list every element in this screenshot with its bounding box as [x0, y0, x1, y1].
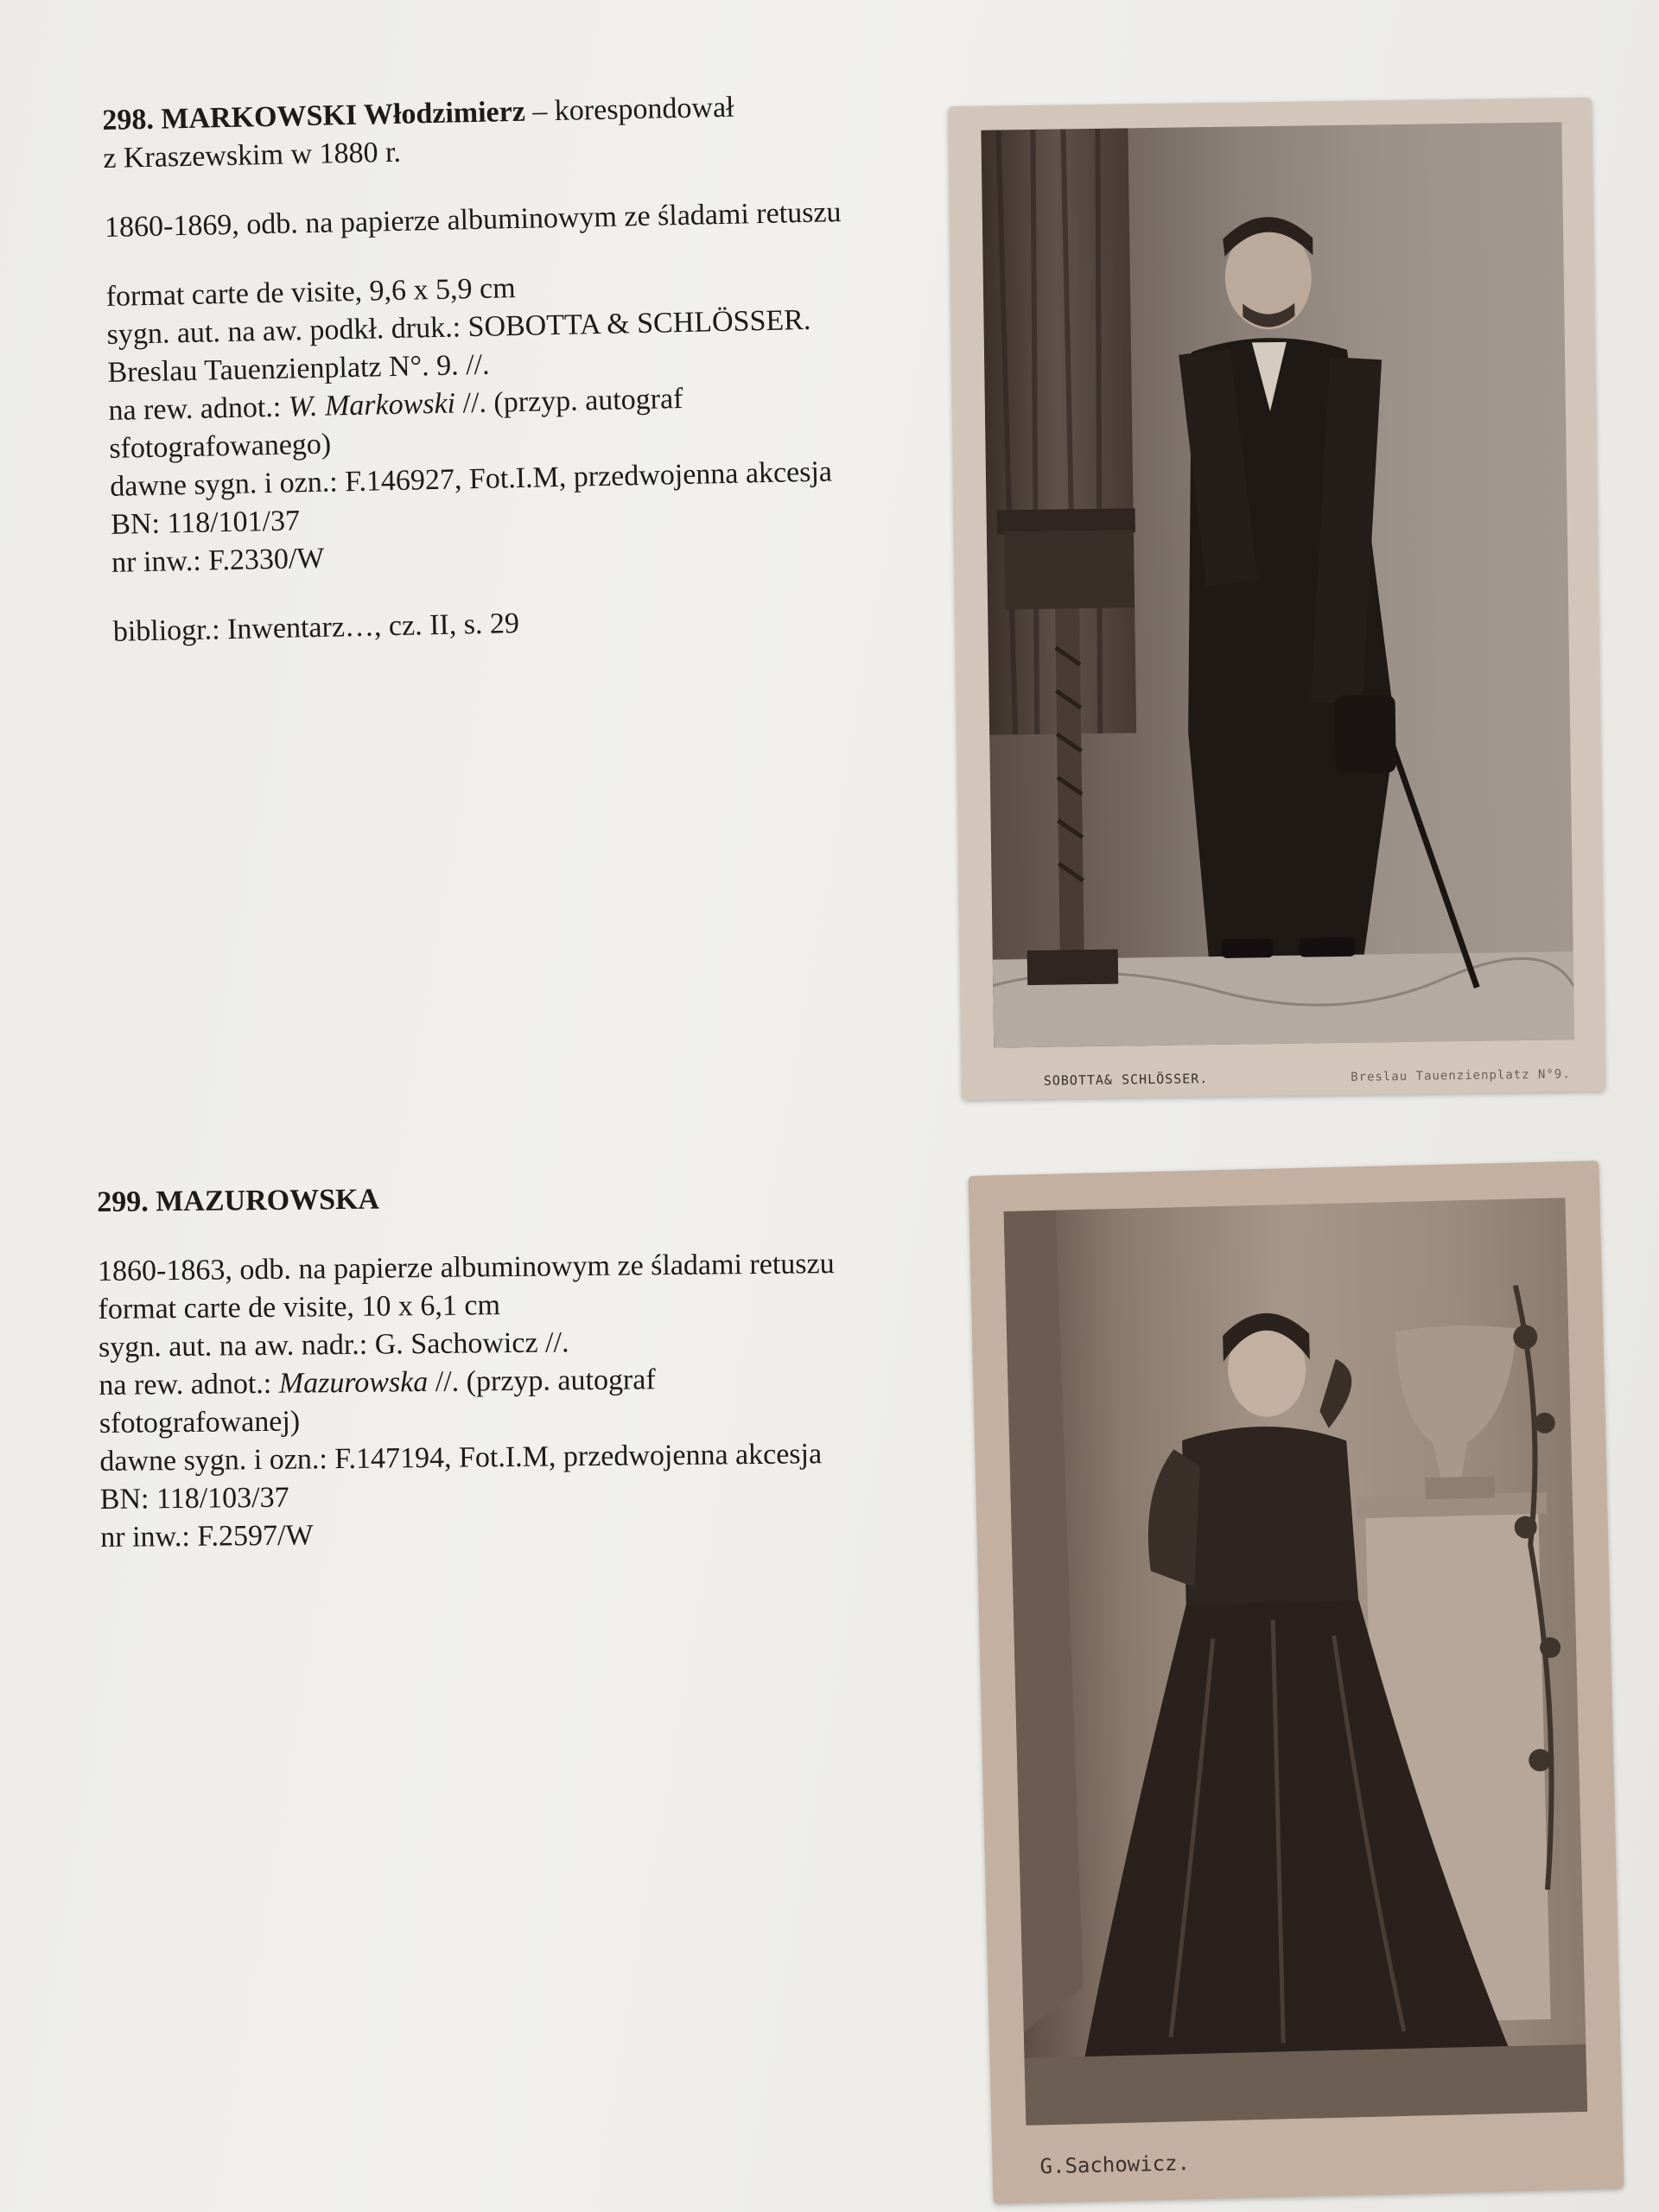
photo-card-298: [948, 98, 1605, 1100]
entry-299-bn: BN: 118/103/37: [99, 1481, 289, 1516]
entry-298-heading-line2: z Kraszewskim w 1880 r.: [102, 136, 402, 175]
entry-298-signature-line2: Breslau Tauenzienplatz N°. 9. //.: [107, 348, 490, 389]
entry-298-old-signature: dawne sygn. i ozn.: F.146927, Fot.I.M, przedwojenna akcesja: [109, 455, 833, 503]
entry-298-reverse-suffix: //. (przyp. autograf: [454, 382, 683, 420]
entry-298-reverse-autograph: W. Markowski: [288, 387, 456, 423]
entry-298-number: 298.: [102, 103, 155, 137]
entry-298: [102, 85, 925, 652]
entry-299-inventory: nr inw.: F.2597/W: [100, 1519, 314, 1554]
entry-298-heading-suffix: – korespondował: [524, 91, 734, 128]
entry-299: [97, 1175, 930, 1557]
entry-299-old-signature: dawne sygn. i ozn.: F.147194, Fot.I.M, przedwojenna akcesja: [99, 1438, 823, 1478]
entry-298-bn: BN: 118/101/37: [110, 505, 301, 541]
photo-299-studio-caption: G.Sachowicz.: [1039, 2151, 1191, 2179]
portrait-illustration-woman: [1004, 1198, 1588, 2126]
entry-298-bibliography: bibliogr.: Inwentarz…, cz. II, s. 29: [112, 607, 520, 648]
entry-298-signature: sygn. aut. na aw. podkł. druk.: SOBOTTA & SCHLÖSSER.: [106, 303, 811, 351]
entry-299-reverse-line2: sfotografowanej): [99, 1405, 301, 1440]
entry-299-reverse-autograph: Mazurowska: [278, 1365, 429, 1400]
photo-298-address-caption: Breslau Tauenzienplatz N°9.: [1351, 1067, 1571, 1084]
portrait-illustration-man: [981, 122, 1574, 1047]
entry-298-reverse-line2: sfotografowanego): [109, 428, 332, 465]
entry-299-name: MAZUROWSKA: [156, 1183, 380, 1218]
portrait-photo-mazurowska: [1004, 1198, 1588, 2126]
entry-299-number: 299.: [97, 1185, 149, 1218]
portrait-photo-markowski: [981, 122, 1574, 1047]
photo-298-studio-caption: SOBOTTA& SCHLÖSSER.: [1043, 1071, 1209, 1089]
entry-299-reverse-prefix: na rew. adnot.:: [99, 1367, 279, 1402]
photo-card-299: [969, 1160, 1624, 2203]
entry-298-format: format carte de visite, 9,6 x 5,9 cm: [105, 272, 516, 313]
entry-298-inventory: nr inw.: F.2330/W: [111, 542, 325, 579]
entry-299-format: format carte de visite, 10 x 6,1 cm: [98, 1289, 501, 1325]
entry-299-signature: sygn. aut. na aw. nadr.: G. Sachowicz //.: [98, 1326, 569, 1363]
entry-298-reverse-prefix: na rew. adnot.:: [108, 391, 289, 427]
entry-298-name: MARKOWSKI Włodzimierz: [161, 95, 526, 136]
entry-299-technique: 1860-1863, odb. na papierze albuminowym ze śladami retuszu: [97, 1248, 835, 1287]
entry-298-technique: 1860-1869, odb. na papierze albuminowym ze śladami retuszu: [104, 196, 842, 244]
entry-299-reverse-suffix: //. (przyp. autograf: [428, 1363, 656, 1398]
